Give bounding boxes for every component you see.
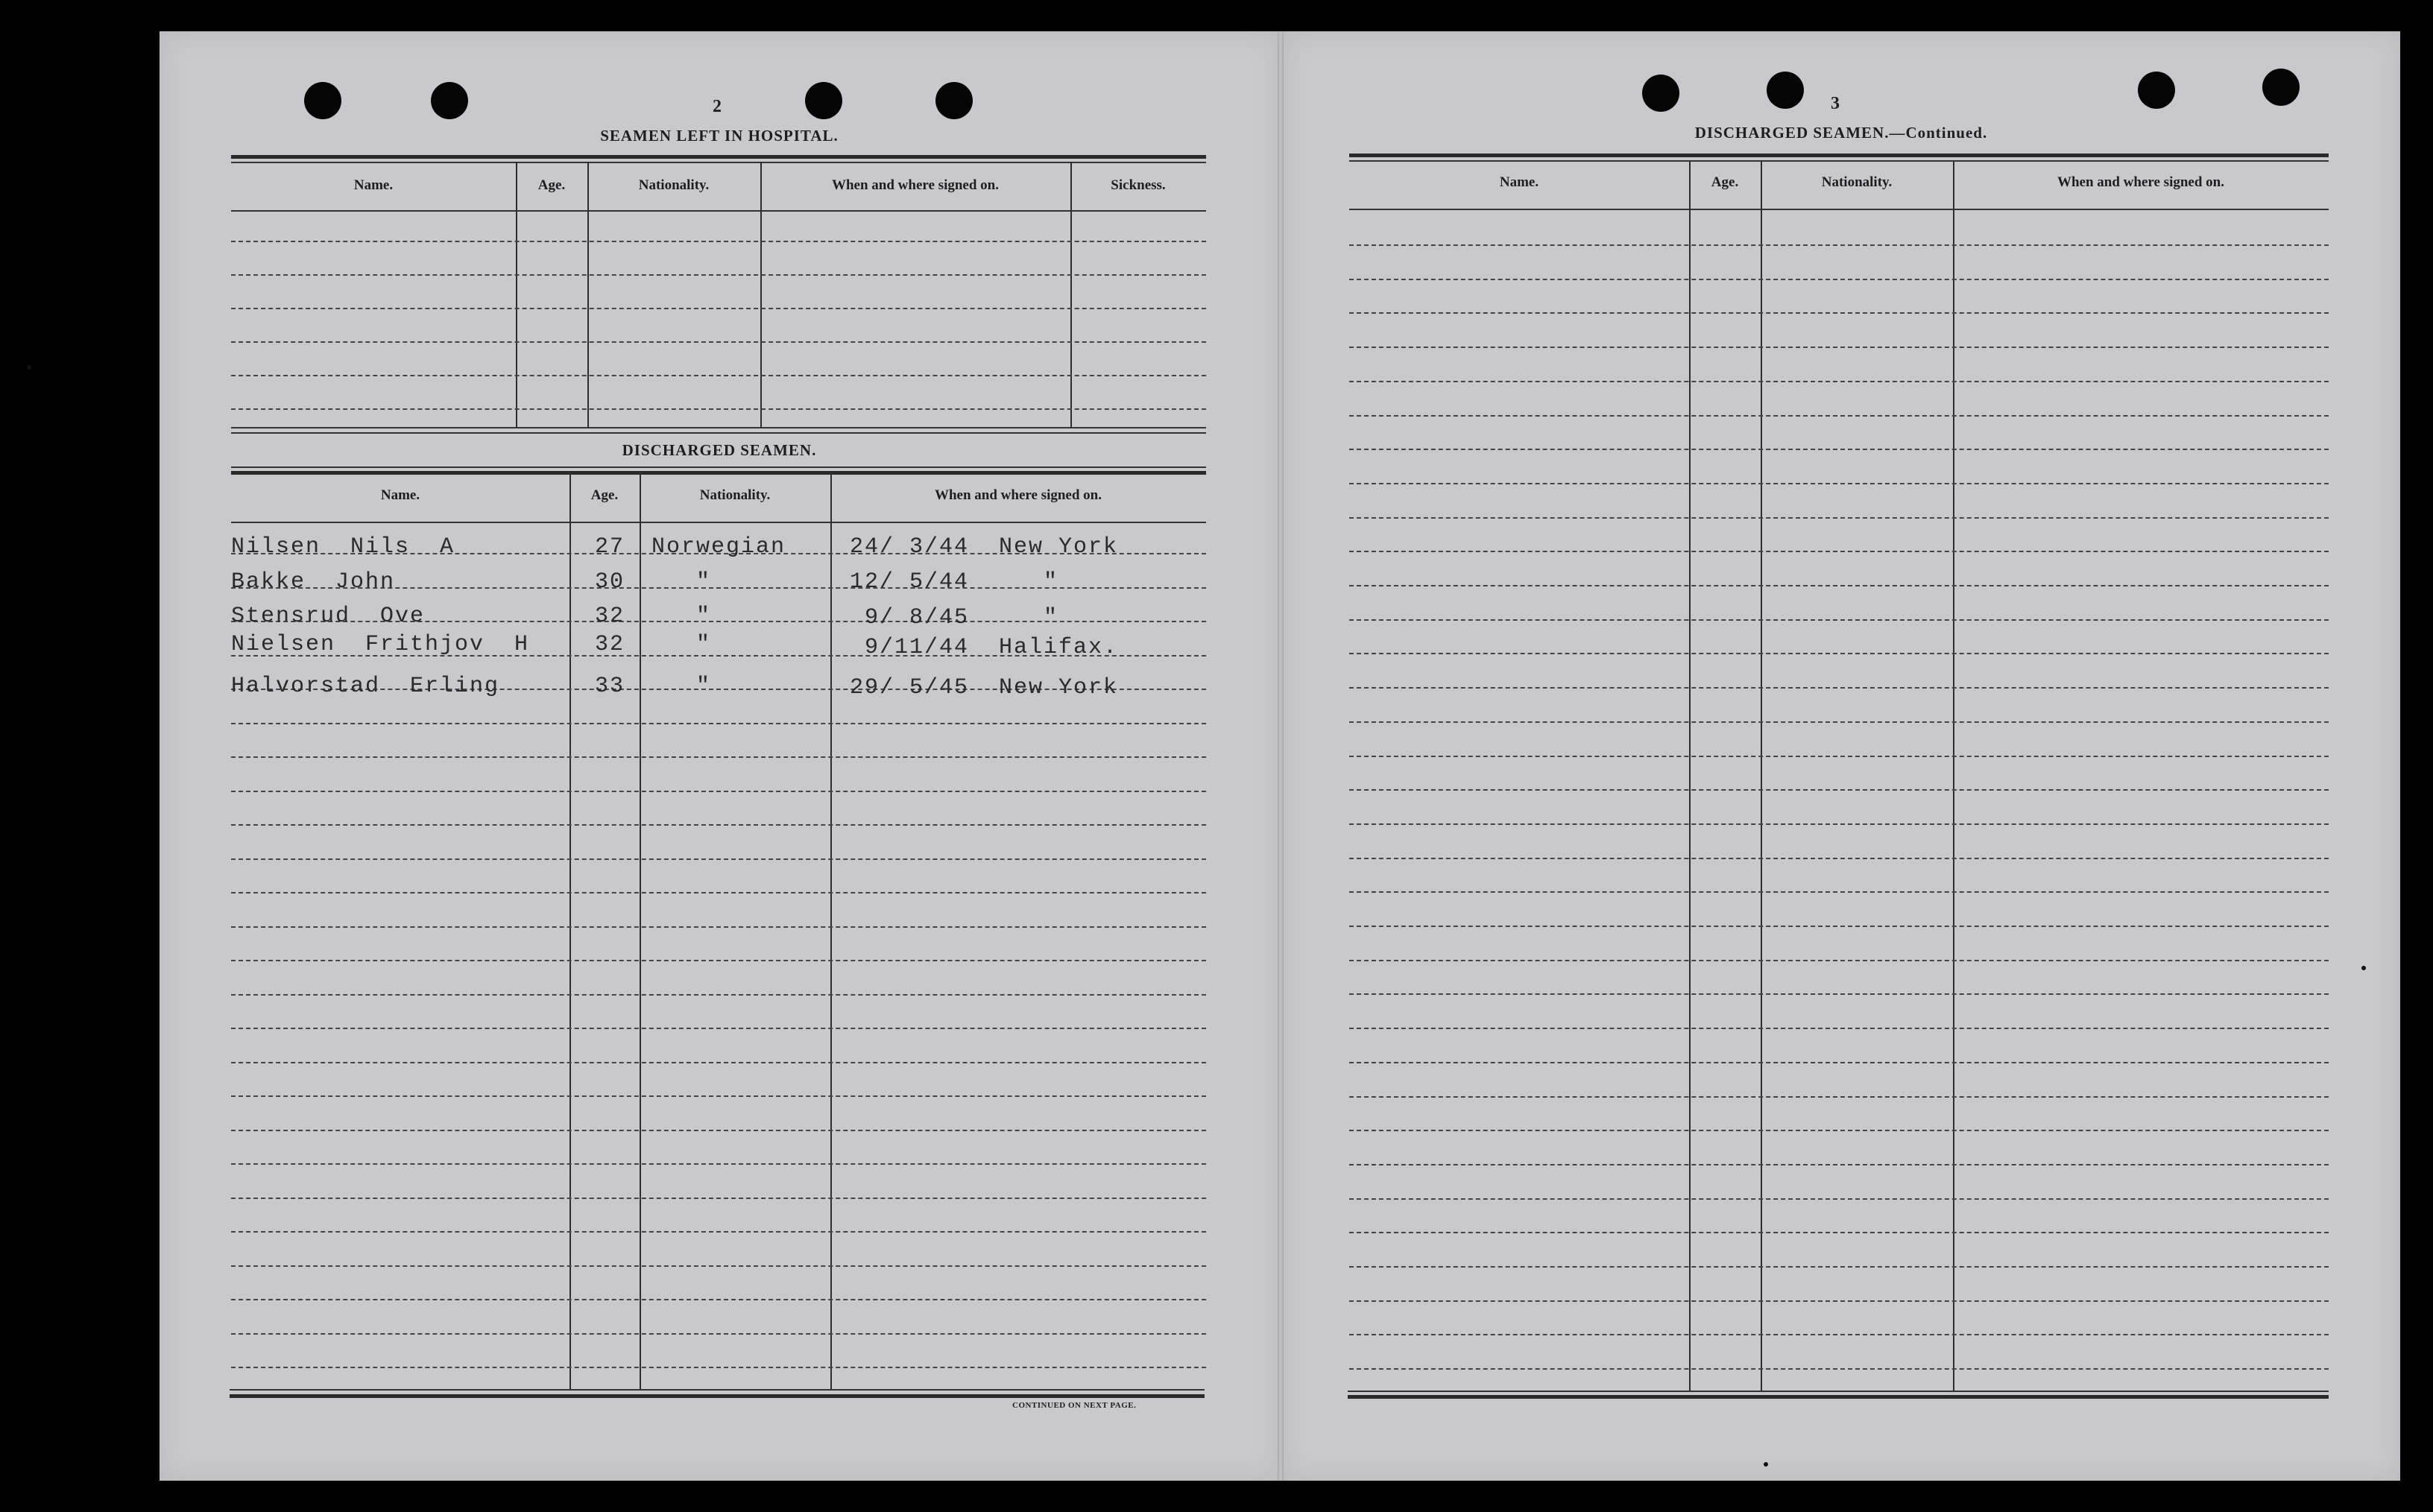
ruled-line xyxy=(231,308,1206,309)
ruled-line xyxy=(1349,1198,2329,1200)
col-head-signed-on: When and where signed on. xyxy=(2057,174,2224,190)
ruled-line xyxy=(1349,517,2329,519)
seaman-signed-on: 9/11/44 Halifax. xyxy=(850,635,1119,660)
ruled-line xyxy=(1349,1266,2329,1268)
ruled-line xyxy=(231,241,1206,242)
punch-hole xyxy=(1767,72,1804,109)
ruled-line xyxy=(1349,653,2329,654)
col-head-name: Name. xyxy=(380,487,420,503)
ruled-line xyxy=(1349,312,2329,314)
seaman-name: Nielsen Frithjov H xyxy=(231,632,530,657)
page-number: 3 xyxy=(1831,94,1840,113)
col-head-name: Name. xyxy=(353,177,394,193)
ruled-line xyxy=(231,994,1206,996)
discharged-section-title: DISCHARGED SEAMEN. xyxy=(622,441,817,459)
speck xyxy=(1764,1462,1768,1467)
ruled-line xyxy=(1349,279,2329,280)
discharged-continued-title: DISCHARGED SEAMEN.—Continued. xyxy=(1694,124,1988,142)
seaman-signed-on: 9/ 8/45 " xyxy=(850,605,1059,630)
seaman-nationality: " xyxy=(696,604,712,629)
col-head-age: Age. xyxy=(1711,174,1739,190)
ruled-line xyxy=(231,1130,1206,1131)
seaman-signed-on: 24/ 3/44 New York xyxy=(850,534,1119,560)
ruled-line xyxy=(1349,926,2329,927)
ruled-line xyxy=(1349,449,2329,450)
ruled-line xyxy=(1349,721,2329,723)
ruled-line xyxy=(231,375,1206,376)
punch-hole xyxy=(935,82,973,119)
ruled-line xyxy=(1349,244,2329,246)
seaman-age: 32 xyxy=(595,604,625,629)
ruled-line xyxy=(1349,483,2329,484)
ruled-line xyxy=(1349,551,2329,552)
continued-note: CONTINUED ON NEXT PAGE. xyxy=(1012,1401,1137,1410)
ruled-line xyxy=(1349,619,2329,621)
ruled-line xyxy=(231,858,1206,860)
ruled-line xyxy=(1349,585,2329,586)
ruled-line xyxy=(231,408,1206,410)
col-head-signed-on: When and where signed on. xyxy=(831,177,999,193)
seaman-age: 33 xyxy=(595,674,625,699)
ruled-line xyxy=(1349,891,2329,893)
col-head-age: Age. xyxy=(590,487,619,503)
ruled-line xyxy=(231,892,1206,893)
col-head-sickness: Sickness. xyxy=(1111,177,1166,193)
speck xyxy=(27,365,31,370)
ruled-line xyxy=(1349,1300,2329,1302)
ruled-line xyxy=(231,1163,1206,1165)
ruled-line xyxy=(231,1231,1206,1233)
ruled-line xyxy=(1349,960,2329,961)
ruled-line xyxy=(1349,1028,2329,1029)
ruled-line xyxy=(1349,823,2329,825)
ruled-line xyxy=(1349,1232,2329,1233)
col-head-nationality: Nationality. xyxy=(1821,174,1893,190)
ruled-line xyxy=(231,1265,1206,1267)
ruled-line xyxy=(231,1367,1206,1368)
seaman-age: 27 xyxy=(595,534,625,560)
punch-hole xyxy=(304,82,341,119)
seaman-name: Stensrud Ove xyxy=(231,604,426,629)
ruled-line xyxy=(1349,347,2329,348)
ruled-line xyxy=(1349,1164,2329,1165)
seaman-nationality: " xyxy=(696,632,712,657)
col-head-signed-on: When and where signed on. xyxy=(934,487,1102,503)
ruled-line xyxy=(1349,1062,2329,1063)
ruled-line xyxy=(231,1198,1206,1199)
punch-hole xyxy=(431,82,468,119)
page-fold xyxy=(1278,31,1284,1481)
ruled-line xyxy=(1349,687,2329,689)
seaman-signed-on: 12/ 5/44 " xyxy=(850,569,1059,595)
punch-hole xyxy=(2138,72,2175,109)
ruled-line xyxy=(231,824,1206,826)
seaman-age: 32 xyxy=(595,632,625,657)
seaman-signed-on: 29/ 5/45 New York xyxy=(850,675,1119,700)
ruled-line xyxy=(1349,415,2329,417)
hospital-section-title: SEAMEN LEFT IN HOSPITAL. xyxy=(600,127,839,145)
punch-hole xyxy=(2262,69,2300,106)
ruled-line xyxy=(1349,381,2329,382)
col-head-age: Age. xyxy=(537,177,566,193)
ruled-line xyxy=(231,723,1206,724)
ruled-line xyxy=(231,756,1206,758)
ruled-line xyxy=(231,1095,1206,1097)
ruled-line xyxy=(1349,993,2329,995)
ruled-line xyxy=(231,341,1206,343)
ruled-line xyxy=(231,791,1206,792)
ruled-line xyxy=(1349,1096,2329,1098)
punch-hole xyxy=(805,82,842,119)
ruled-line xyxy=(1349,1368,2329,1370)
ruled-line xyxy=(231,926,1206,928)
ruled-line xyxy=(231,1299,1206,1300)
seaman-nationality: Norwegian xyxy=(651,534,786,560)
speck xyxy=(2361,966,2366,970)
ruled-line xyxy=(1349,1334,2329,1335)
seaman-age: 30 xyxy=(595,569,625,595)
ruled-line xyxy=(1349,756,2329,757)
seaman-nationality: " xyxy=(696,569,712,595)
punch-hole xyxy=(1642,75,1679,112)
ruled-line xyxy=(231,1062,1206,1063)
seaman-name: Nilsen Nils A xyxy=(231,534,455,560)
ruled-line xyxy=(1349,789,2329,791)
seaman-nationality: " xyxy=(696,674,712,699)
col-head-name: Name. xyxy=(1499,174,1539,190)
ruled-line xyxy=(231,1333,1206,1335)
ruled-line xyxy=(231,960,1206,961)
seaman-name: Bakke John xyxy=(231,569,396,595)
ruled-line xyxy=(1349,858,2329,859)
col-head-nationality: Nationality. xyxy=(638,177,710,193)
seaman-name: Halvorstad Erling xyxy=(231,674,500,699)
page-number: 2 xyxy=(713,97,722,116)
ruled-line xyxy=(231,1028,1206,1029)
col-head-nationality: Nationality. xyxy=(699,487,771,503)
ruled-line xyxy=(1349,1130,2329,1131)
ruled-line xyxy=(231,274,1206,276)
